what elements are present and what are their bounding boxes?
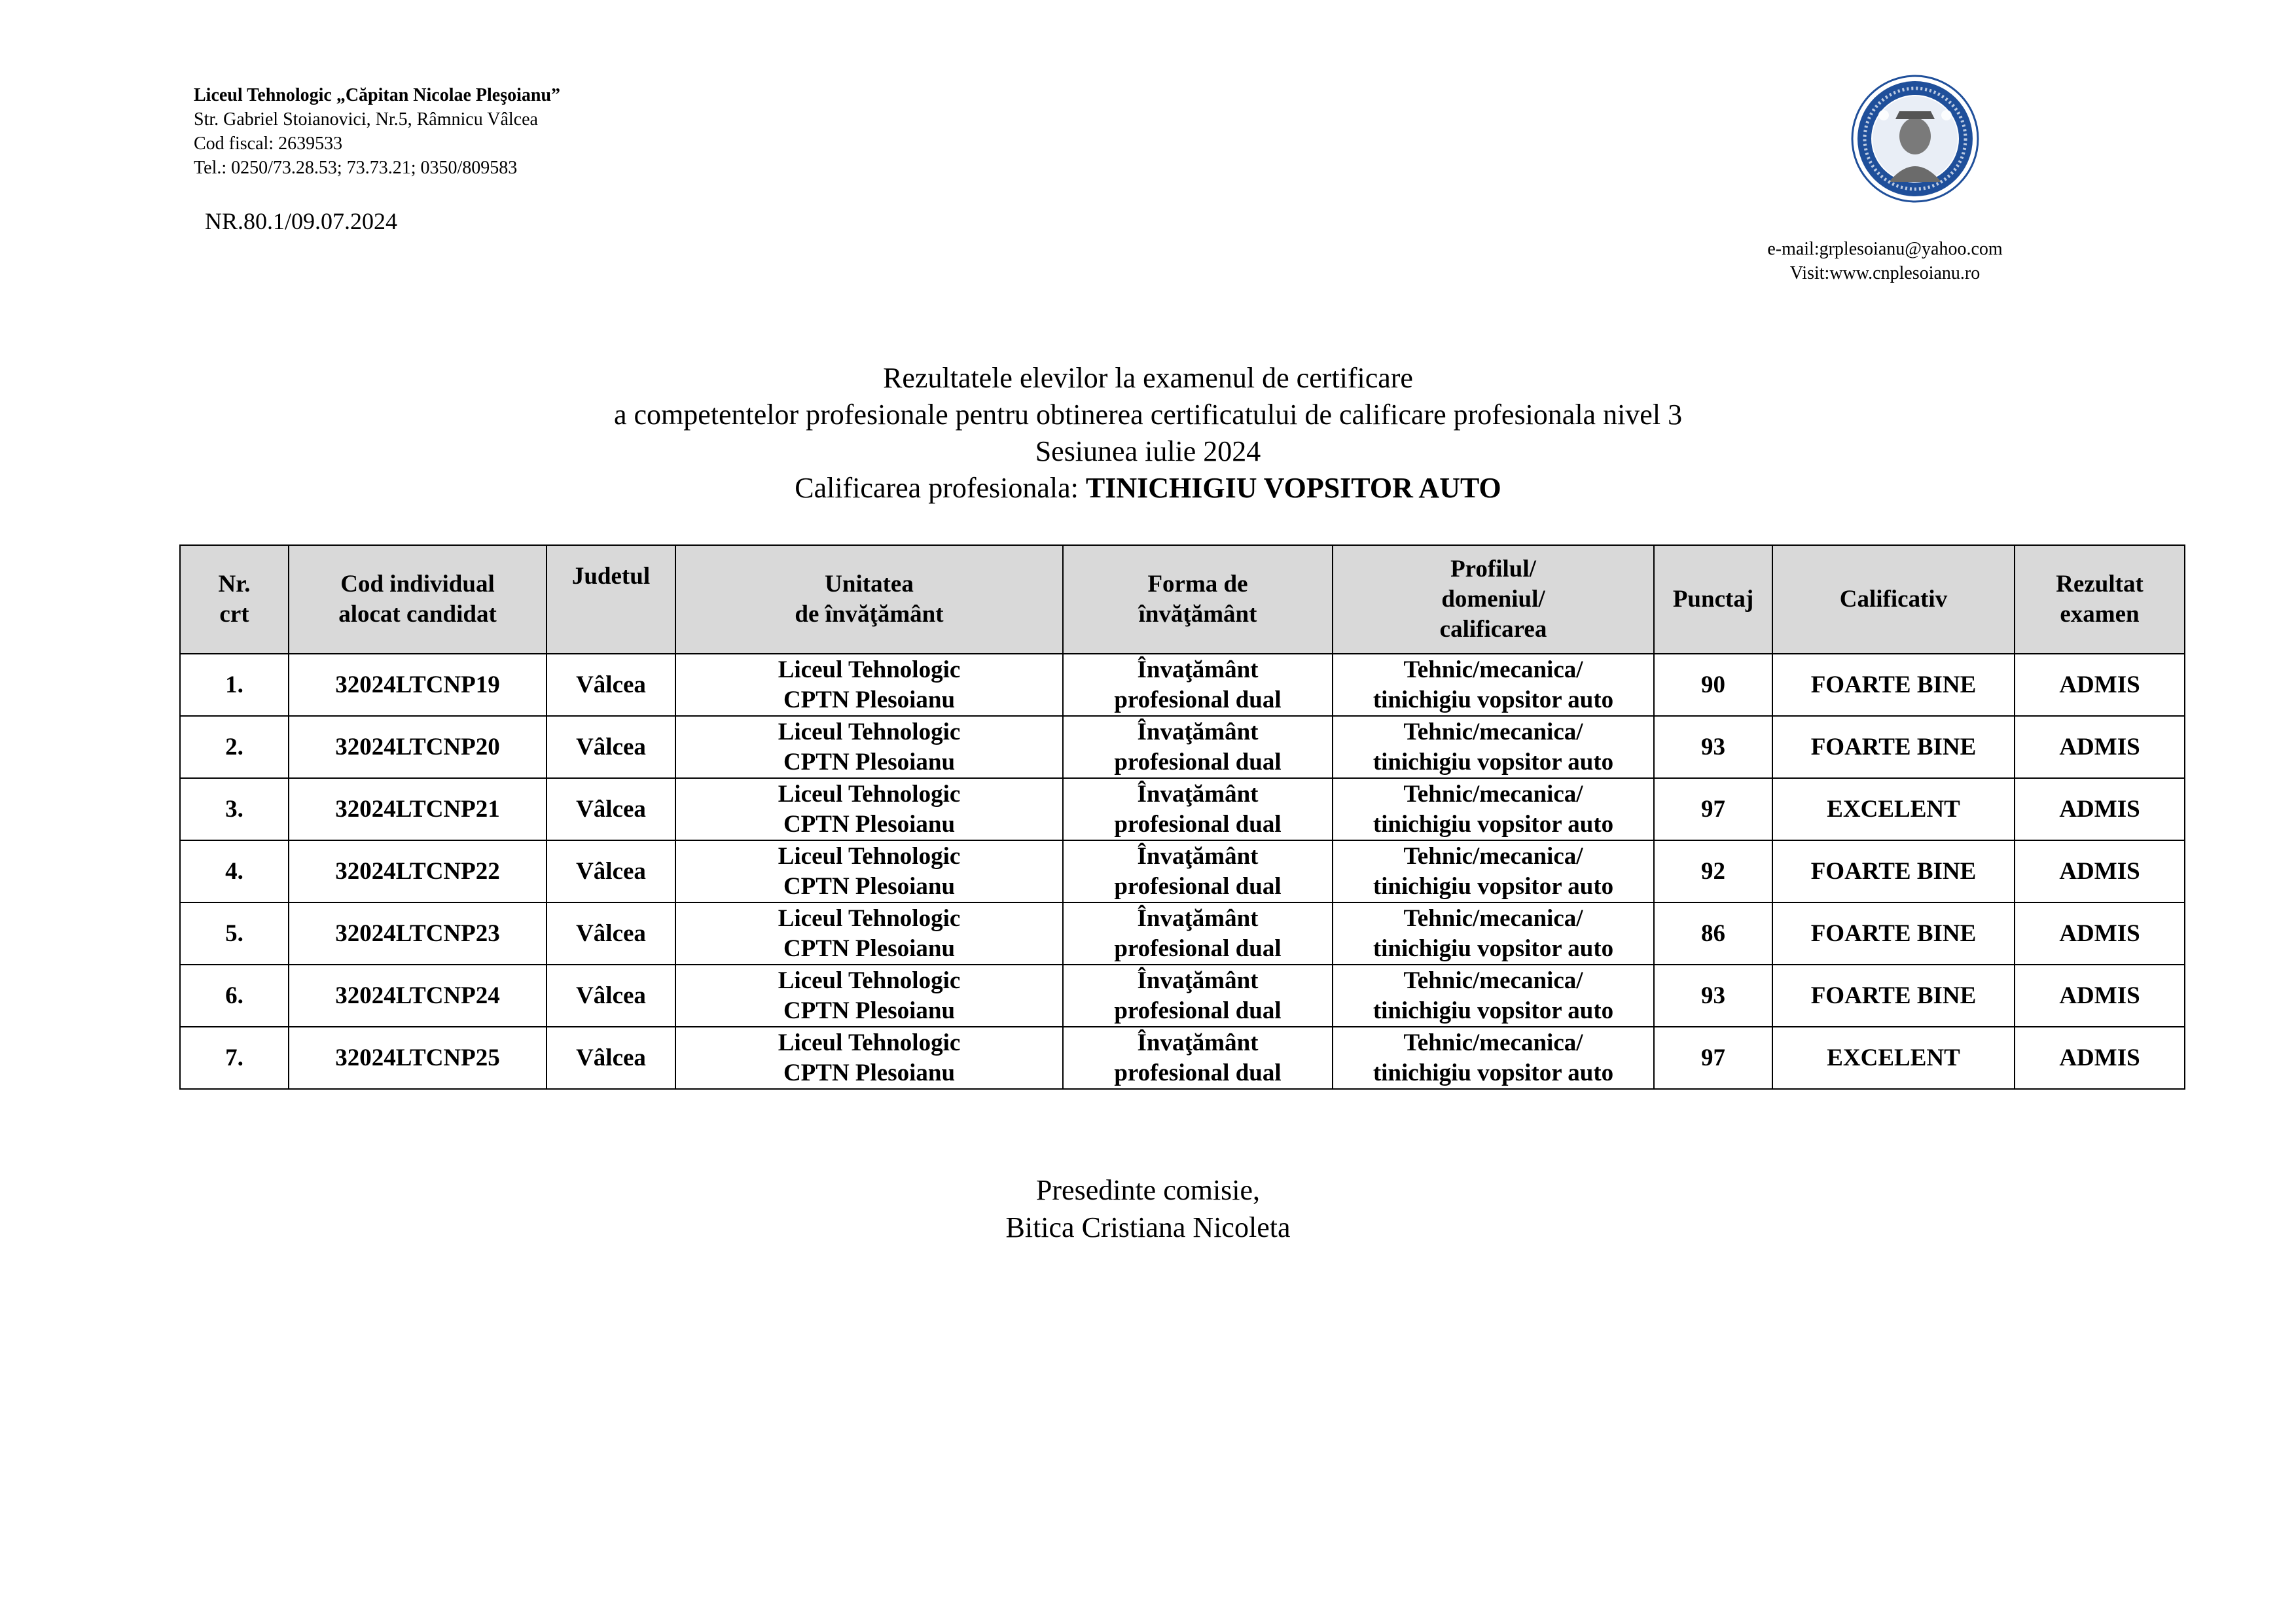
cell-unitate-line: CPTN Plesoianu bbox=[783, 872, 956, 900]
cell-forma bbox=[1063, 902, 1333, 965]
cell-judet: Vâlcea bbox=[547, 965, 675, 1027]
table-row bbox=[180, 716, 2185, 778]
cell-profil-line: tinichigiu vopsitor auto bbox=[1372, 810, 1614, 838]
cell-unitate-line: CPTN Plesoianu bbox=[783, 686, 956, 713]
cell-unitate-line: Liceul Tehnologic bbox=[778, 967, 961, 994]
cell-forma-line: Învaţământ bbox=[1137, 1029, 1259, 1056]
cell-punctaj: 93 bbox=[1654, 716, 1772, 778]
cell-cod: 32024LTCNP25 bbox=[289, 1027, 547, 1089]
cell-forma-line: profesional dual bbox=[1114, 1059, 1282, 1086]
fiscal-code: Cod fiscal: 2639533 bbox=[194, 134, 343, 154]
cell-calificativ: FOARTE BINE bbox=[1772, 965, 2015, 1027]
cell-profil bbox=[1333, 654, 1654, 716]
cell-cod: 32024LTCNP21 bbox=[289, 778, 547, 840]
cell-forma bbox=[1063, 965, 1333, 1027]
cell-forma-line: profesional dual bbox=[1114, 748, 1282, 776]
cell-cod: 32024LTCNP24 bbox=[289, 965, 547, 1027]
cell-calificativ: FOARTE BINE bbox=[1772, 654, 2015, 716]
email-text: e-mail:grplesoianu@yahoo.com bbox=[1767, 239, 2003, 259]
col-header-profil: Profilul/ domeniul/ calificarea bbox=[1333, 545, 1654, 654]
cell-profil-line: Tehnic/mecanica/ bbox=[1403, 1029, 1583, 1056]
cell-rezultat: ADMIS bbox=[2015, 716, 2185, 778]
col-header-nr: Nr. crt bbox=[180, 545, 289, 654]
cell-rezultat: ADMIS bbox=[2015, 965, 2185, 1027]
school-name: Liceul Tehnologic „Căpitan Nicolae Pleşoianu” bbox=[194, 85, 561, 105]
col-header-forma: Forma de învăţământ bbox=[1063, 545, 1333, 654]
col-header-judet: Judetul bbox=[547, 545, 675, 654]
qualification-value: TINICHIGIU VOPSITOR AUTO bbox=[1085, 472, 1501, 504]
cell-nr: 7. bbox=[180, 1027, 289, 1089]
cell-profil bbox=[1333, 902, 1654, 965]
title-qualification bbox=[0, 470, 2296, 507]
col-header-rezultat: Rezultat examen bbox=[2015, 545, 2185, 654]
cell-calificativ: FOARTE BINE bbox=[1772, 716, 2015, 778]
table-row bbox=[180, 840, 2185, 902]
qualification-label: Calificarea profesionala: bbox=[795, 472, 1086, 504]
col-header-calificativ: Calificativ bbox=[1772, 545, 2015, 654]
cell-rezultat: ADMIS bbox=[2015, 654, 2185, 716]
cell-rezultat: ADMIS bbox=[2015, 778, 2185, 840]
table-row bbox=[180, 778, 2185, 840]
cell-profil bbox=[1333, 1027, 1654, 1089]
cell-punctaj: 97 bbox=[1654, 778, 1772, 840]
cell-forma bbox=[1063, 654, 1333, 716]
table-row bbox=[180, 654, 2185, 716]
title-line-2: a competentelor profesionale pentru obtinerea certificatului de calificare profesionala nivel 3 bbox=[613, 399, 1683, 431]
cell-profil-line: Tehnic/mecanica/ bbox=[1403, 967, 1583, 994]
cell-profil-line: Tehnic/mecanica/ bbox=[1403, 842, 1583, 870]
cell-forma-line: Învaţământ bbox=[1137, 656, 1259, 683]
signature-role: Presedinte comisie, bbox=[1035, 1174, 1261, 1206]
cell-profil bbox=[1333, 840, 1654, 902]
contact-info bbox=[1702, 237, 2068, 285]
cell-calificativ: EXCELENT bbox=[1772, 778, 2015, 840]
cell-punctaj: 90 bbox=[1654, 654, 1772, 716]
cell-judet: Vâlcea bbox=[547, 902, 675, 965]
cell-unitate-line: Liceul Tehnologic bbox=[778, 842, 961, 870]
cell-profil bbox=[1333, 965, 1654, 1027]
cell-unitate-line: CPTN Plesoianu bbox=[783, 1059, 956, 1086]
cell-forma bbox=[1063, 1027, 1333, 1089]
cell-unitate bbox=[675, 716, 1063, 778]
results-table bbox=[179, 544, 2185, 1090]
cell-forma-line: profesional dual bbox=[1114, 872, 1282, 900]
cell-unitate bbox=[675, 1027, 1063, 1089]
cell-judet: Vâlcea bbox=[547, 654, 675, 716]
cell-profil-line: Tehnic/mecanica/ bbox=[1403, 718, 1583, 745]
cell-forma-line: profesional dual bbox=[1114, 686, 1282, 713]
school-emblem-icon bbox=[1850, 73, 1981, 204]
cell-cod: 32024LTCNP19 bbox=[289, 654, 547, 716]
cell-forma-line: Învaţământ bbox=[1137, 718, 1259, 745]
cell-forma-line: profesional dual bbox=[1114, 810, 1282, 838]
cell-forma-line: Învaţământ bbox=[1137, 780, 1259, 808]
table-row bbox=[180, 1027, 2185, 1089]
cell-rezultat: ADMIS bbox=[2015, 840, 2185, 902]
cell-punctaj: 86 bbox=[1654, 902, 1772, 965]
cell-judet: Vâlcea bbox=[547, 778, 675, 840]
cell-forma-line: Învaţământ bbox=[1137, 842, 1259, 870]
cell-nr: 2. bbox=[180, 716, 289, 778]
cell-cod: 32024LTCNP20 bbox=[289, 716, 547, 778]
cell-profil-line: Tehnic/mecanica/ bbox=[1403, 904, 1583, 932]
table-row bbox=[180, 965, 2185, 1027]
cell-forma-line: profesional dual bbox=[1114, 997, 1282, 1024]
cell-judet: Vâlcea bbox=[547, 840, 675, 902]
school-address: Str. Gabriel Stoianovici, Nr.5, Râmnicu Vâlcea bbox=[194, 109, 538, 130]
cell-unitate-line: Liceul Tehnologic bbox=[778, 1029, 961, 1056]
table-body bbox=[180, 654, 2185, 1089]
table-row bbox=[180, 902, 2185, 965]
cell-rezultat: ADMIS bbox=[2015, 902, 2185, 965]
cell-unitate-line: Liceul Tehnologic bbox=[778, 780, 961, 808]
cell-unitate bbox=[675, 965, 1063, 1027]
col-header-cod: Cod individual alocat candidat bbox=[289, 545, 547, 654]
phone-numbers: Tel.: 0250/73.28.53; 73.73.21; 0350/809583 bbox=[194, 158, 518, 178]
cell-unitate-line: CPTN Plesoianu bbox=[783, 810, 956, 838]
table-header-row bbox=[180, 545, 2185, 654]
signature-block bbox=[0, 1171, 2296, 1246]
cell-nr: 1. bbox=[180, 654, 289, 716]
cell-nr: 5. bbox=[180, 902, 289, 965]
cell-unitate bbox=[675, 840, 1063, 902]
cell-calificativ: EXCELENT bbox=[1772, 1027, 2015, 1089]
cell-punctaj: 93 bbox=[1654, 965, 1772, 1027]
cell-forma-line: profesional dual bbox=[1114, 935, 1282, 962]
title-session: Sesiunea iulie 2024 bbox=[1035, 435, 1261, 467]
cell-punctaj: 92 bbox=[1654, 840, 1772, 902]
signature-name: Bitica Cristiana Nicoleta bbox=[1005, 1211, 1291, 1243]
cell-calificativ: FOARTE BINE bbox=[1772, 840, 2015, 902]
cell-unitate-line: CPTN Plesoianu bbox=[783, 935, 956, 962]
cell-unitate-line: CPTN Plesoianu bbox=[783, 748, 956, 776]
cell-forma bbox=[1063, 778, 1333, 840]
document-number: NR.80.1/09.07.2024 bbox=[205, 208, 398, 234]
cell-profil bbox=[1333, 778, 1654, 840]
cell-forma-line: Învaţământ bbox=[1137, 904, 1259, 932]
cell-unitate-line: Liceul Tehnologic bbox=[778, 656, 961, 683]
cell-profil-line: tinichigiu vopsitor auto bbox=[1372, 872, 1614, 900]
document-title bbox=[0, 360, 2296, 507]
cell-profil-line: tinichigiu vopsitor auto bbox=[1372, 997, 1614, 1024]
cell-cod: 32024LTCNP22 bbox=[289, 840, 547, 902]
cell-unitate-line: Liceul Tehnologic bbox=[778, 718, 961, 745]
cell-profil-line: tinichigiu vopsitor auto bbox=[1372, 748, 1614, 776]
col-header-punctaj: Punctaj bbox=[1654, 545, 1772, 654]
cell-nr: 4. bbox=[180, 840, 289, 902]
col-header-unitate: Unitatea de învăţământ bbox=[675, 545, 1063, 654]
cell-profil-line: Tehnic/mecanica/ bbox=[1403, 656, 1583, 683]
cell-judet: Vâlcea bbox=[547, 716, 675, 778]
cell-unitate bbox=[675, 902, 1063, 965]
cell-unitate-line: Liceul Tehnologic bbox=[778, 904, 961, 932]
cell-calificativ: FOARTE BINE bbox=[1772, 902, 2015, 965]
cell-profil-line: tinichigiu vopsitor auto bbox=[1372, 935, 1614, 962]
cell-rezultat: ADMIS bbox=[2015, 1027, 2185, 1089]
school-header bbox=[194, 83, 560, 180]
cell-judet: Vâlcea bbox=[547, 1027, 675, 1089]
cell-profil bbox=[1333, 716, 1654, 778]
cell-forma bbox=[1063, 840, 1333, 902]
cell-unitate bbox=[675, 654, 1063, 716]
title-line-1: Rezultatele elevilor la examenul de certificare bbox=[883, 362, 1413, 394]
cell-forma-line: Învaţământ bbox=[1137, 967, 1259, 994]
cell-nr: 6. bbox=[180, 965, 289, 1027]
cell-unitate bbox=[675, 778, 1063, 840]
cell-unitate-line: CPTN Plesoianu bbox=[783, 997, 956, 1024]
cell-profil-line: tinichigiu vopsitor auto bbox=[1372, 1059, 1614, 1086]
cell-punctaj: 97 bbox=[1654, 1027, 1772, 1089]
cell-profil-line: Tehnic/mecanica/ bbox=[1403, 780, 1583, 808]
cell-forma bbox=[1063, 716, 1333, 778]
website-text: Visit:www.cnplesoianu.ro bbox=[1789, 263, 1981, 283]
cell-cod: 32024LTCNP23 bbox=[289, 902, 547, 965]
cell-profil-line: tinichigiu vopsitor auto bbox=[1372, 686, 1614, 713]
cell-nr: 3. bbox=[180, 778, 289, 840]
